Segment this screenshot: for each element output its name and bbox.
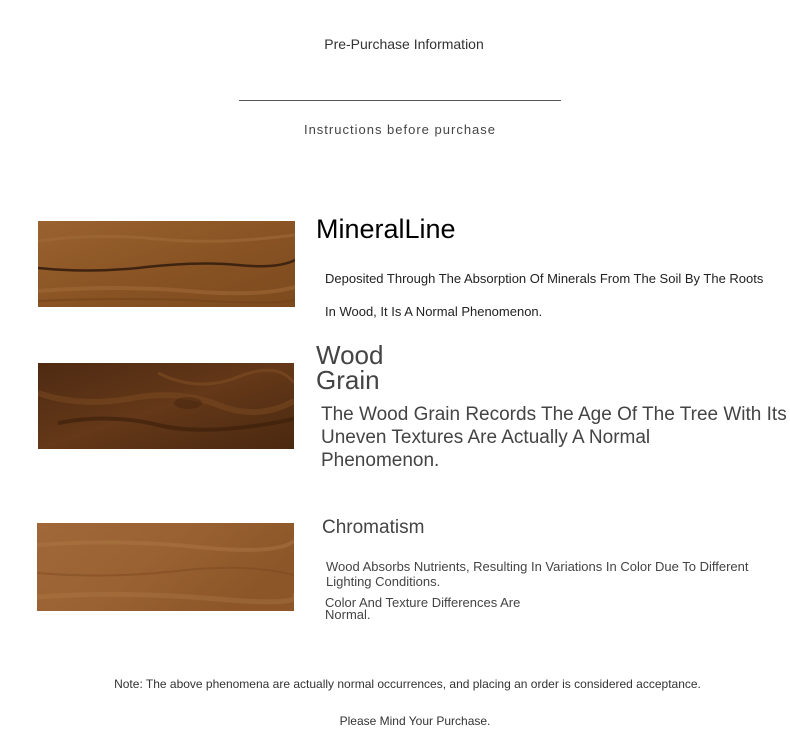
chromatism-note-line: Normal. — [325, 607, 371, 622]
chromatism-note — [325, 597, 585, 621]
mineral-line-description — [325, 262, 790, 328]
wood-grain-text-line: Phenomenon. — [321, 450, 440, 471]
mineral-line-text-line: Deposited Through The Absorption Of Minerals From The Soil By The Roots — [325, 271, 764, 286]
chromatism-title: Chromatism — [322, 517, 425, 538]
header-divider — [239, 100, 561, 101]
chromatism-description — [326, 559, 790, 589]
wood-grain-title-line: Wood — [316, 340, 384, 370]
mineral-line-wood-swatch — [38, 221, 295, 307]
chromatism-text-line: Lighting Conditions. — [326, 574, 441, 589]
mineral-line-text-line: In Wood, It Is A Normal Phenomenon. — [325, 304, 543, 319]
wood-grain-text-line: Uneven Textures Are Actually A Normal — [321, 427, 651, 448]
wood-grain-title-line: Grain — [316, 365, 380, 395]
wood-grain-text-line: The Wood Grain Records The Age Of The Tree With Its — [321, 404, 787, 425]
chromatism-wood-swatch — [37, 523, 294, 611]
page-title: Pre-Purchase Information — [324, 36, 484, 52]
chromatism-text-line: Wood Absorbs Nutrients, Resulting In Variations In Color Due To Different — [326, 559, 749, 574]
chromatism-note-line: Color And Texture Differences Are — [325, 595, 521, 610]
acceptance-note: Note: The above phenomena are actually normal occurrences, and placing an order is considered acceptance. — [114, 677, 701, 691]
wood-grain-title — [316, 340, 426, 395]
page-subtitle: Instructions before purchase — [303, 122, 497, 137]
purchase-reminder: Please Mind Your Purchase. — [339, 714, 491, 728]
mineral-line-title: MineralLine — [316, 214, 456, 244]
wood-grain-wood-swatch — [38, 363, 294, 449]
wood-grain-description — [321, 403, 790, 472]
